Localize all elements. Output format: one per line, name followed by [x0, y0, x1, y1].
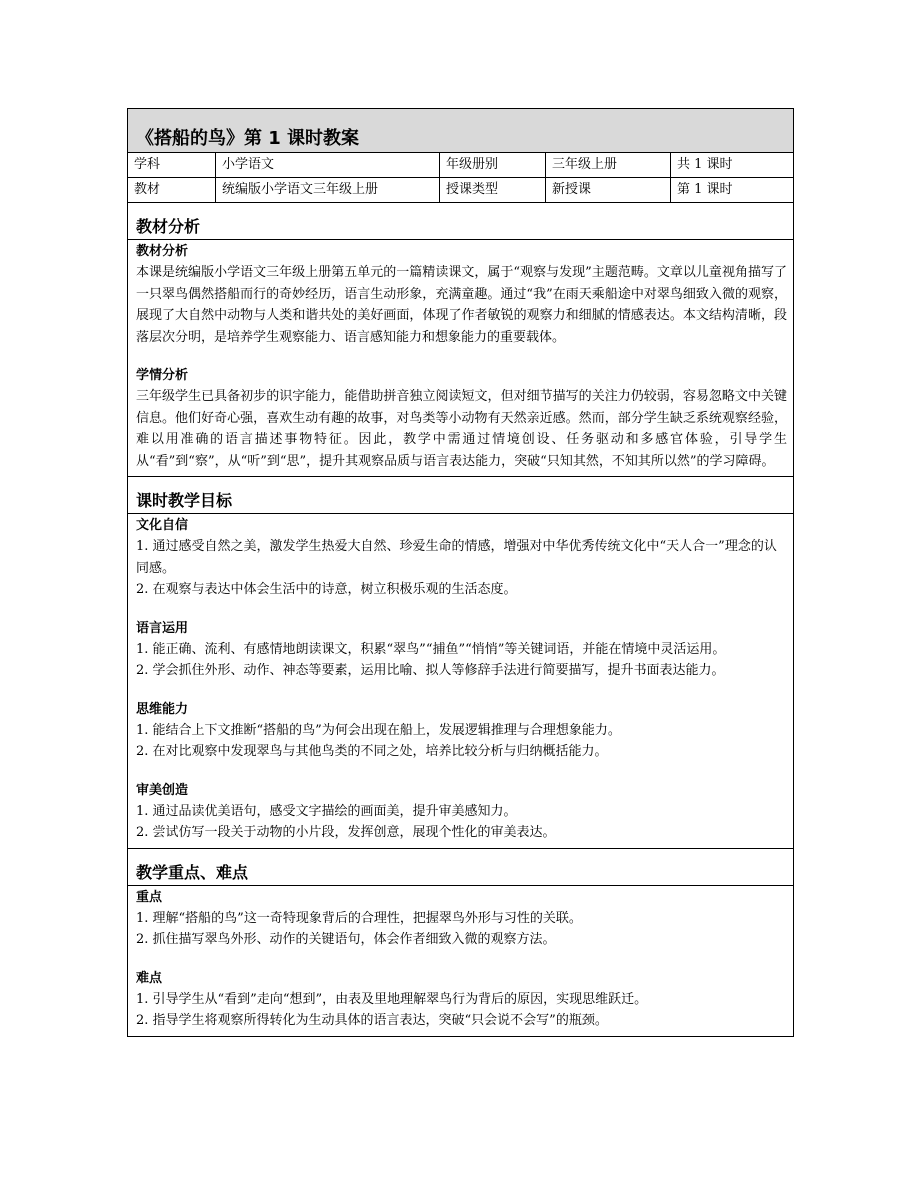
- list-item: 2. 指导学生将观察所得转化为生动具体的语言表达，突破“只会说不会写”的瓶颈。: [136, 1013, 608, 1028]
- list-item: 1. 通过感受自然之美，激发学生热爱大自然、珍爱生命的情感，增强对中华优秀传统文化中“天人合一”理念的认同感。: [136, 539, 777, 576]
- analysis-heading-row: [128, 203, 793, 240]
- keypoints-body: [128, 886, 793, 1036]
- list-item: 1. 通过品读优美语句，感受文字描绘的画面美，提升审美感知力。: [136, 803, 517, 819]
- objective-group-title: 审美创造: [136, 782, 189, 798]
- analysis-body: [128, 240, 793, 477]
- textbook-value: 统编版小学语文三年级上册: [216, 178, 440, 202]
- list-item: 2. 在观察与表达中体会生活中的诗意，树立积极乐观的生活态度。: [136, 582, 517, 597]
- analysis-heading: 教材分析: [136, 217, 201, 236]
- subject-label: 学科: [128, 153, 216, 177]
- textbook-label: 教材: [128, 178, 216, 202]
- lesson-type-label: 授课类型: [440, 178, 546, 202]
- title-row: [128, 109, 793, 153]
- grade-value: 三年级上册: [546, 153, 671, 177]
- lesson-plan-table: [127, 108, 794, 1037]
- objectives-body: [128, 514, 793, 849]
- total-periods: 共 1 课时: [677, 157, 733, 172]
- textbook-analysis-title: 教材分析: [136, 244, 189, 259]
- list-item: 2. 尝试仿写一段关于动物的小片段，发挥创意，展现个性化的审美表达。: [136, 825, 556, 840]
- student-analysis-text: 三年级学生已具备初步的识字能力，能借助拼音独立阅读短文，但对细节描写的关注力仍较弱，容易忽略文中关键信息。他们好奇心强，喜欢生动有趣的故事，对鸟类等小动物有天然亲近感。然而，部分学生缺乏系统观察经验，难以用准确的语言描述事物特征。因此，教学中需通过情境创设、任务驱动和多感官体验，引导学生从“看”到“察”，从“听”到“思”，提升其观察品质与语言表达能力，突破“只知其然，不知其所以然”的学习障碍。: [136, 389, 787, 469]
- info-row-1: [128, 153, 793, 178]
- period-number: 第 1 课时: [677, 182, 733, 197]
- keypoint-group-title: 难点: [136, 970, 163, 986]
- list-item: 1. 能结合上下文推断“搭船的鸟”为何会出现在船上，发展逻辑推理与合理想象能力。: [136, 722, 621, 738]
- objectives-heading: 课时教学目标: [136, 491, 233, 510]
- keypoints-heading-row: [128, 849, 793, 886]
- info-row-2: [128, 178, 793, 203]
- list-item: 2. 抓住描写翠鸟外形、动作的关键语句，体会作者细致入微的观察方法。: [136, 932, 556, 947]
- student-analysis-title: 学情分析: [136, 368, 189, 383]
- objectives-heading-row: [128, 477, 793, 514]
- list-item: 1. 理解“搭船的鸟”这一奇特现象背后的合理性，把握翠鸟外形与习性的关联。: [136, 910, 582, 926]
- textbook-analysis-text: 本课是统编版小学语文三年级上册第五单元的一篇精读课文，属于“观察与发现”主题范畴。文章以儿童视角描写了一只翠鸟偶然搭船而行的奇妙经历，语言生动形象，充满童趣。通过“我”在雨天乘船途中对翠鸟细致入微的观察，展现了大自然中动物与人类和谐共处的美好画面，体现了作者敏锐的观察力和细腻的情感表达。本文结构清晰，段落层次分明，是培养学生观察能力、语言感知能力和想象能力的重要载体。: [136, 265, 787, 345]
- page-title: 《搭船的鸟》第 1 课时教案: [136, 128, 360, 149]
- lesson-type-value: 新授课: [546, 178, 671, 202]
- list-item: 2. 学会抓住外形、动作、神态等要素，运用比喻、拟人等修辞手法进行简要描写，提升书面表达能力。: [136, 663, 725, 678]
- objective-group-title: 语言运用: [136, 620, 189, 636]
- list-item: 2. 在对比观察中发现翠鸟与其他鸟类的不同之处，培养比较分析与归纳概括能力。: [136, 744, 608, 759]
- list-item: 1. 能正确、流利、有感情地朗读课文，积累“翠鸟”“捕鱼”“悄悄”等关键词语，并能在情境中灵活运用。: [136, 641, 726, 657]
- list-item: 1. 引导学生从“看到”走向“想到”，由表及里地理解翠鸟行为背后的原因，实现思维跃迁。: [136, 991, 648, 1007]
- subject-value: 小学语文: [216, 153, 440, 177]
- objective-group-title: 文化自信: [136, 518, 189, 533]
- objective-group-title: 思维能力: [136, 701, 189, 717]
- grade-label: 年级册别: [440, 153, 546, 177]
- keypoints-heading: 教学重点、难点: [136, 862, 249, 882]
- keypoint-group-title: 重点: [136, 889, 163, 905]
